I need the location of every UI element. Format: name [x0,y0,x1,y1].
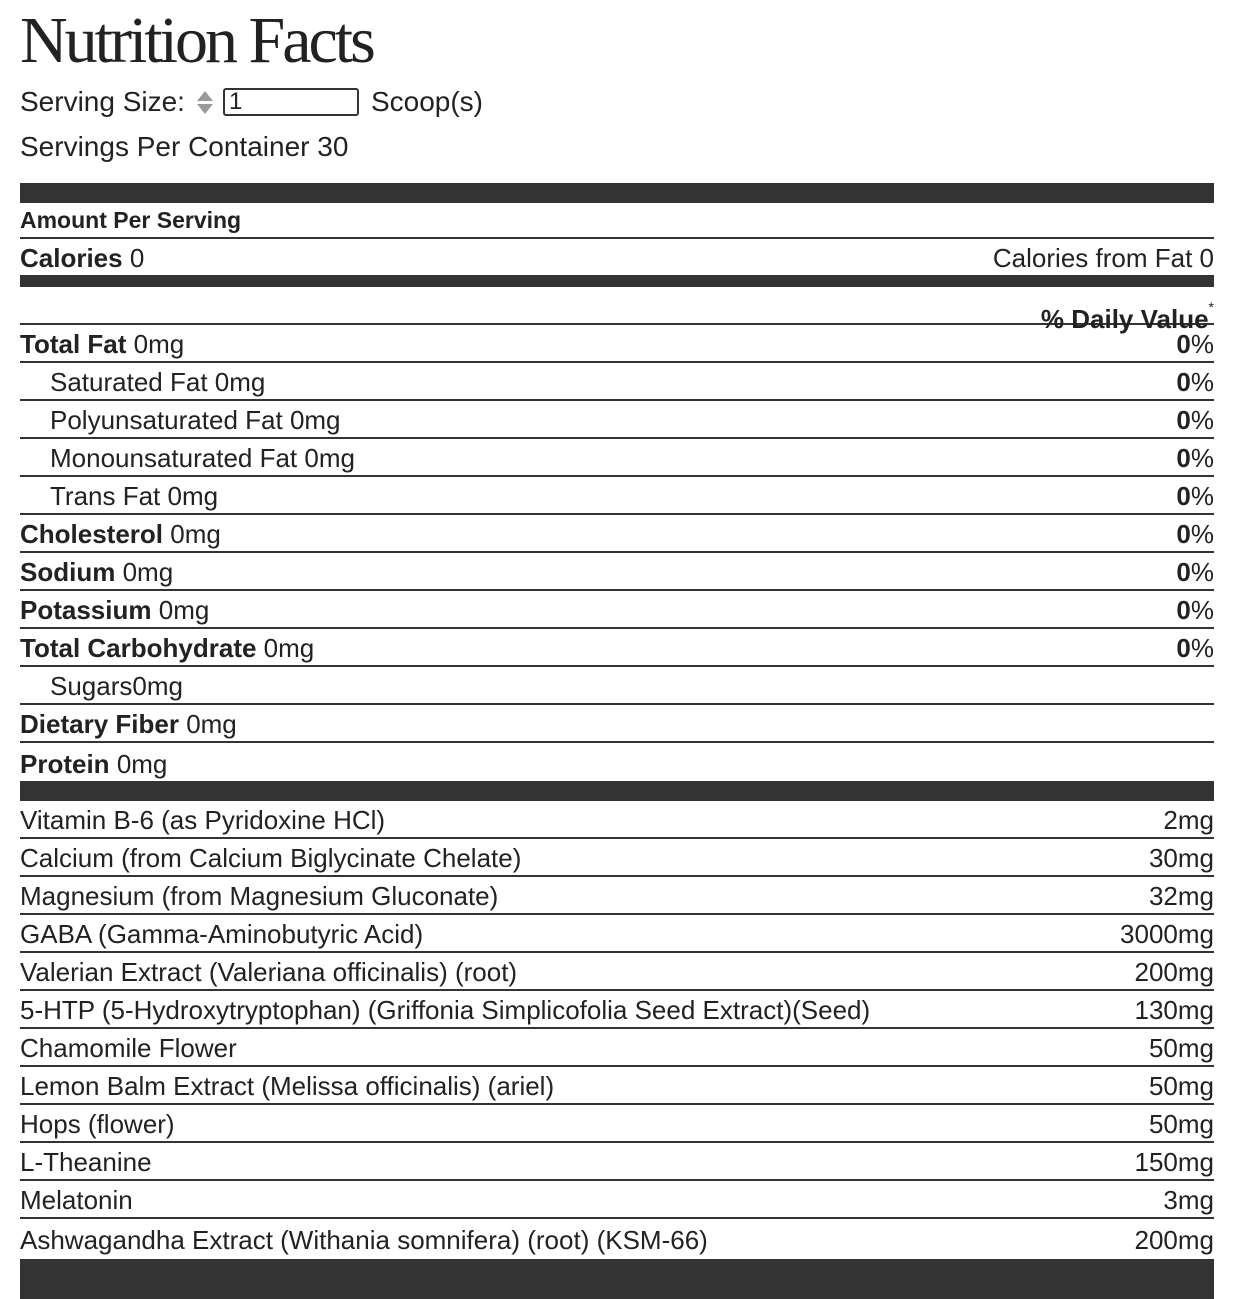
nutrient-amount: 0mg [167,481,219,511]
nutrient-daily-value: 0 [1176,405,1191,435]
serving-size-label: Serving Size: [20,86,185,117]
nutrient-amount: 0mg [132,671,183,701]
ingredient-list [20,801,1214,1257]
quantity-stepper[interactable] [197,87,213,117]
servings-per-container-value: 30 [317,131,349,162]
stepper-down-icon[interactable] [197,104,213,114]
calories-from-fat-value: 0 [1199,243,1214,273]
nutrient-daily-value-unit: % [1190,595,1214,625]
ingredient-amount: 130mg [1134,995,1214,1025]
serving-unit: Scoop(s) [370,86,484,117]
divider-bottom [20,1259,1214,1299]
nutrient-row [20,591,1214,629]
ingredient-row [20,915,1214,953]
nutrient-name: Total Fat [20,329,127,359]
nutrient-daily-value-unit: % [1190,443,1214,473]
ingredient-amount: 32mg [1148,881,1214,911]
ingredient-row [20,839,1214,877]
nutrient-row [20,325,1214,363]
ingredient-amount: 50mg [1148,1071,1214,1101]
nutrient-name: Monounsaturated Fat [50,443,298,473]
ingredient-name: Lemon Balm Extract (Melissa officinalis) (ariel) [20,1071,555,1101]
nutrient-daily-value-unit: % [1190,557,1214,587]
nutrient-daily-value: 0 [1176,519,1191,549]
nutrient-name: Sugars [50,671,133,701]
ingredient-amount: 150mg [1134,1147,1214,1177]
nutrient-name: Protein [20,749,110,779]
nutrient-amount: 0mg [186,709,237,739]
ingredient-row [20,1219,1214,1257]
nutrient-row [20,515,1214,553]
ingredient-row [20,801,1214,839]
ingredient-row [20,1067,1214,1105]
divider-thick [20,183,1214,203]
nutrient-row [20,477,1214,515]
nutrient-daily-value-unit: % [1190,329,1214,359]
ingredient-name: 5-HTP (5-Hydroxytryptophan) (Griffonia Simplicofolia Seed Extract)(Seed) [20,995,871,1025]
nutrient-amount: 0mg [158,595,210,625]
ingredient-amount: 30mg [1148,843,1214,873]
divider-medium [20,275,1214,287]
nutrient-row [20,401,1214,439]
ingredient-amount: 50mg [1148,1033,1214,1063]
ingredient-name: Melatonin [20,1185,133,1215]
nutrient-name: Saturated Fat [50,367,208,397]
calories-label: Calories [20,243,123,273]
nutrient-daily-value-unit: % [1190,519,1214,549]
servings-per-container [20,124,1214,170]
ingredient-name: Ashwagandha Extract (Withania somnifera) (root) (KSM-66) [20,1225,708,1255]
serving-size-row [20,80,1214,124]
ingredient-row [20,1143,1214,1181]
ingredient-row [20,991,1214,1029]
nutrient-daily-value: 0 [1176,557,1191,587]
nutrient-row [20,363,1214,401]
ingredient-name: L-Theanine [20,1147,152,1177]
nutrient-name: Total Carbohydrate [20,633,257,663]
nutrient-amount: 0mg [116,749,168,779]
nutrient-daily-value-unit: % [1190,367,1214,397]
ingredient-name: Magnesium (from Magnesium Gluconate) [20,881,499,911]
nutrient-daily-value-unit: % [1190,633,1214,663]
ingredient-name: Valerian Extract (Valeriana officinalis) (root) [20,957,518,987]
nutrient-list [20,325,1214,781]
nutrition-label [20,0,1214,1299]
ingredient-row [20,1029,1214,1067]
daily-value-footnote-marker: * [1208,299,1214,315]
ingredient-amount: 200mg [1134,957,1214,987]
ingredient-row [20,877,1214,915]
nutrient-daily-value: 0 [1176,367,1191,397]
nutrient-name: Dietary Fiber [20,709,179,739]
nutrient-row [20,705,1214,743]
nutrient-daily-value: 0 [1176,481,1191,511]
nutrient-amount: 0mg [304,443,355,473]
nutrient-row [20,629,1214,667]
nutrient-amount: 0mg [133,329,185,359]
nutrient-name: Trans Fat [50,481,161,511]
nutrient-name: Polyunsaturated Fat [50,405,283,435]
serving-quantity-input[interactable] [223,88,359,116]
ingredient-amount: 2mg [1163,805,1214,835]
nutrient-row [20,667,1214,705]
stepper-up-icon[interactable] [197,91,213,101]
nutrient-row [20,553,1214,591]
ingredient-row [20,1105,1214,1143]
daily-value-header-label: % Daily Value [1040,304,1209,334]
nutrient-name: Potassium [20,595,152,625]
nutrient-amount: 0mg [214,367,266,397]
servings-per-container-label: Servings Per Container [20,131,310,162]
nutrient-daily-value-unit: % [1190,481,1214,511]
ingredient-name: Vitamin B-6 (as Pyridoxine HCl) [20,805,386,835]
nutrient-name: Cholesterol [20,519,164,549]
nutrient-daily-value: 0 [1176,633,1191,663]
nutrient-daily-value: 0 [1176,329,1191,359]
nutrient-amount: 0mg [170,519,221,549]
nutrient-amount: 0mg [122,557,174,587]
ingredient-amount: 50mg [1148,1109,1214,1139]
ingredient-amount: 3000mg [1120,919,1214,949]
ingredient-name: Calcium (from Calcium Biglycinate Chelate) [20,843,522,873]
nutrient-amount: 0mg [289,405,341,435]
ingredient-name: Hops (flower) [20,1109,175,1139]
calories-value: 0 [129,243,145,273]
nutrient-daily-value-unit: % [1190,405,1214,435]
calories-from-fat-label: Calories from Fat [992,243,1193,273]
ingredient-amount: 200mg [1134,1225,1214,1255]
ingredient-name: GABA (Gamma-Aminobutyric Acid) [20,919,424,949]
nutrient-daily-value: 0 [1176,443,1191,473]
nutrient-name: Sodium [20,557,116,587]
label-title: Nutrition Facts [20,4,373,77]
ingredient-amount: 3mg [1163,1185,1214,1215]
divider-thick [20,781,1214,801]
nutrient-row [20,743,1214,781]
nutrient-row [20,439,1214,477]
daily-value-header [20,287,1214,334]
nutrient-amount: 0mg [263,633,315,663]
ingredient-row [20,953,1214,991]
calories-row [20,239,1214,275]
ingredient-row [20,1181,1214,1219]
ingredient-name: Chamomile Flower [20,1033,237,1063]
amount-per-serving: Amount Per Serving [20,203,1214,239]
nutrient-daily-value: 0 [1176,595,1191,625]
